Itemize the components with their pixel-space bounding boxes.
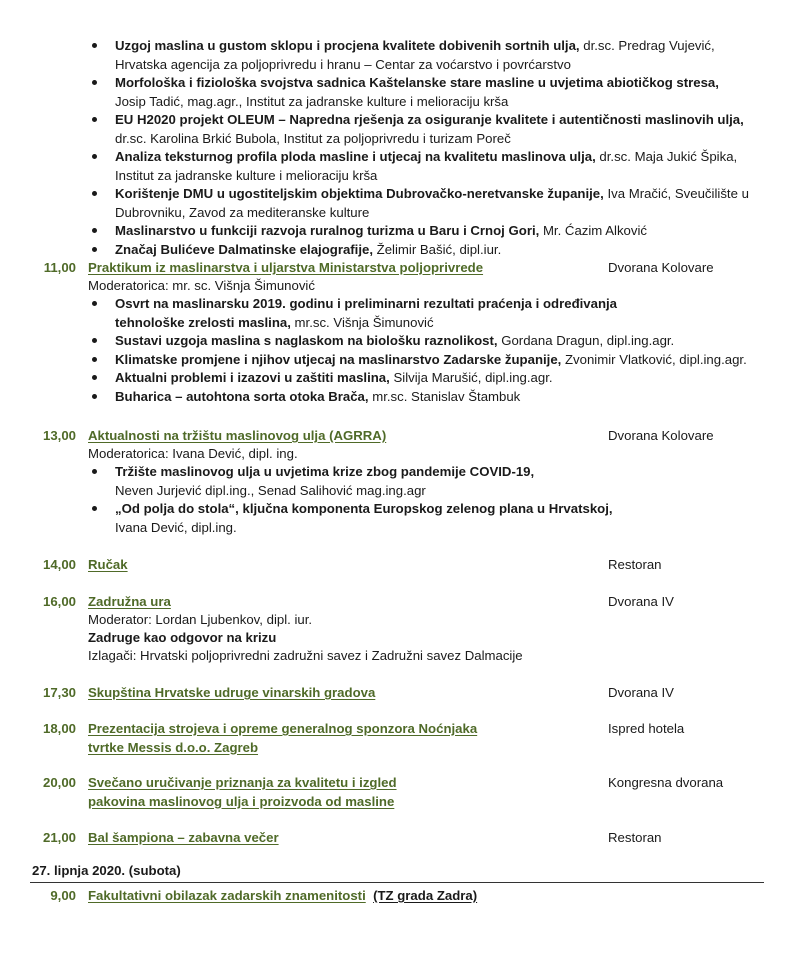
- bullet-icon: [92, 43, 97, 48]
- divider: [30, 882, 764, 883]
- session-location: Dvorana IV: [608, 594, 674, 609]
- list-item: Klimatske promjene i njihov utjecaj na maslinarstvo Zadarske županije, Zvonimir Vlatković, dipl.ing.agr.: [88, 351, 758, 370]
- session-time: 20,00: [42, 775, 76, 790]
- list-item: Morfološka i fiziološka svojstva sadnica Kaštelanske stare masline u uvjetima abiotičkog stresa, Josip Tadić, mag.agr., Institut za jadranske kulture i melioraciju krša: [88, 74, 758, 111]
- list-item: Sustavi uzgoja maslina s naglaskom na biološku raznolikost, Gordana Dragun, dipl.ing.agr.: [88, 332, 758, 351]
- bullet-icon: [92, 80, 97, 85]
- session-title[interactable]: Ručak: [88, 557, 128, 572]
- session-time: 14,00: [42, 557, 76, 572]
- session-location: Ispred hotela: [608, 721, 685, 736]
- session-note: (TZ grada Zadra): [373, 888, 478, 903]
- session-location: Dvorana Kolovare: [608, 260, 714, 275]
- list-item: Tržište maslinovog ulja u uvjetima krize zbog pandemije COVID-19, Neven Jurjević dipl.ing., Senad Salihović mag.ing.agr: [88, 463, 758, 500]
- session-location: Dvorana Kolovare: [608, 428, 714, 443]
- list-item: Značaj Bulićeve Dalmatinske elajografije, Želimir Bašić, dipl.iur.: [88, 241, 758, 260]
- session-location: Kongresna dvorana: [608, 775, 724, 790]
- session-moderator: Moderatorica: Ivana Dević, dipl. ing.: [88, 446, 298, 461]
- session-title[interactable]: Bal šampiona – zabavna večer: [88, 830, 279, 845]
- session-title[interactable]: Aktualnosti na tržištu maslinovog ulja (AGRRA): [88, 428, 387, 443]
- session-title[interactable]: Skupština Hrvatske udruge vinarskih gradova: [88, 685, 376, 700]
- list-item: Aktualni problemi i izazovi u zaštiti maslina, Silvija Marušić, dipl.ing.agr.: [88, 369, 758, 388]
- session-location: Restoran: [608, 830, 662, 845]
- session-time: 13,00: [42, 428, 76, 443]
- session-lecture-list: [88, 295, 758, 406]
- session-lecture-list: [88, 463, 758, 537]
- list-item: EU H2020 projekt OLEUM – Napredna rješenja za osiguranje kvalitete i autentičnosti maslinovih ulja, dr.sc. Karolina Brkić Bubola, Institut za poljoprivredu i turizam Poreč: [88, 111, 758, 148]
- bullet-icon: [92, 469, 97, 474]
- list-item: „Od polja do stola“, ključna komponenta Europskog zelenog plana u Hrvatskoj, Ivana Dević, dipl.ing.: [88, 500, 758, 537]
- session-title[interactable]: Prezentacija strojeva i opreme generalnog sponzora Noćnjaka tvrtke Messis d.o.o. Zagreb: [88, 721, 478, 755]
- session-time: 11,00: [43, 260, 76, 275]
- day-heading: 27. lipnja 2020. (subota): [32, 863, 181, 878]
- list-item: Maslinarstvo u funkciji razvoja ruralnog turizma u Baru i Crnoj Gori, Mr. Ćazim Alković: [88, 222, 758, 241]
- bullet-icon: [92, 191, 97, 196]
- bullet-icon: [92, 228, 97, 233]
- bullet-icon: [92, 247, 97, 252]
- bullet-icon: [92, 338, 97, 343]
- session-location: Dvorana IV: [608, 685, 674, 700]
- session-time: 9,00: [50, 888, 76, 903]
- bullet-icon: [92, 117, 97, 122]
- session-speakers: Izlagači: Hrvatski poljoprivredni zadružni savez i Zadružni savez Dalmacije: [88, 648, 523, 663]
- session-title[interactable]: Fakultativni obilazak zadarskih znamenitosti (TZ grada Zadra): [88, 888, 478, 903]
- session-time: 18,00: [42, 721, 76, 736]
- intro-lecture-list: [88, 37, 758, 259]
- session-title[interactable]: Svečano uručivanje priznanja za kvalitetu i izgled pakovina maslinovog ulja i proizvoda od masline: [88, 775, 397, 809]
- list-item: Buharica – autohtona sorta otoka Brača, mr.sc. Stanislav Štambuk: [88, 388, 758, 407]
- session-moderator: Moderatorica: mr. sc. Višnja Šimunović: [88, 278, 315, 293]
- bullet-icon: [92, 357, 97, 362]
- bullet-icon: [92, 301, 97, 306]
- session-time: 16,00: [42, 594, 76, 609]
- bullet-icon: [92, 506, 97, 511]
- session-moderator: Moderator: Lordan Ljubenkov, dipl. iur.: [88, 612, 313, 627]
- list-item: Uzgoj maslina u gustom sklopu i procjena kvalitete dobivenih sortnih ulja, dr.sc. Predrag Vujević, Hrvatska agencija za poljoprivredu i hranu – Centar za voćarstvo i povrćarstvo: [88, 37, 758, 74]
- list-item: Analiza teksturnog profila ploda masline i utjecaj na kvalitetu maslinova ulja, dr.sc. Maja Jukić Špika, Institut za jadranske kulture i melioraciju krša: [88, 148, 758, 185]
- session-title[interactable]: Praktikum iz maslinarstva i uljarstva Ministarstva poljoprivrede: [88, 260, 484, 275]
- session-subtitle: Zadruge kao odgovor na krizu: [88, 630, 277, 645]
- bullet-icon: [92, 375, 97, 380]
- bullet-icon: [92, 154, 97, 159]
- bullet-icon: [92, 394, 97, 399]
- session-time: 17,30: [42, 685, 76, 700]
- session-location: Restoran: [608, 557, 662, 572]
- list-item: Korištenje DMU u ugostiteljskim objektima Dubrovačko-neretvanske županije, Iva Mračić, Sveučilište u Dubrovniku, Zavod za mediteranske kulture: [88, 185, 758, 222]
- list-item: Osvrt na maslinarsku 2019. godinu i preliminarni rezultati praćenja i određivanja tehnološke zrelosti maslina, mr.sc. Višnja Šimunović: [88, 295, 758, 332]
- session-time: 21,00: [42, 830, 76, 845]
- session-title[interactable]: Zadružna ura: [88, 594, 171, 609]
